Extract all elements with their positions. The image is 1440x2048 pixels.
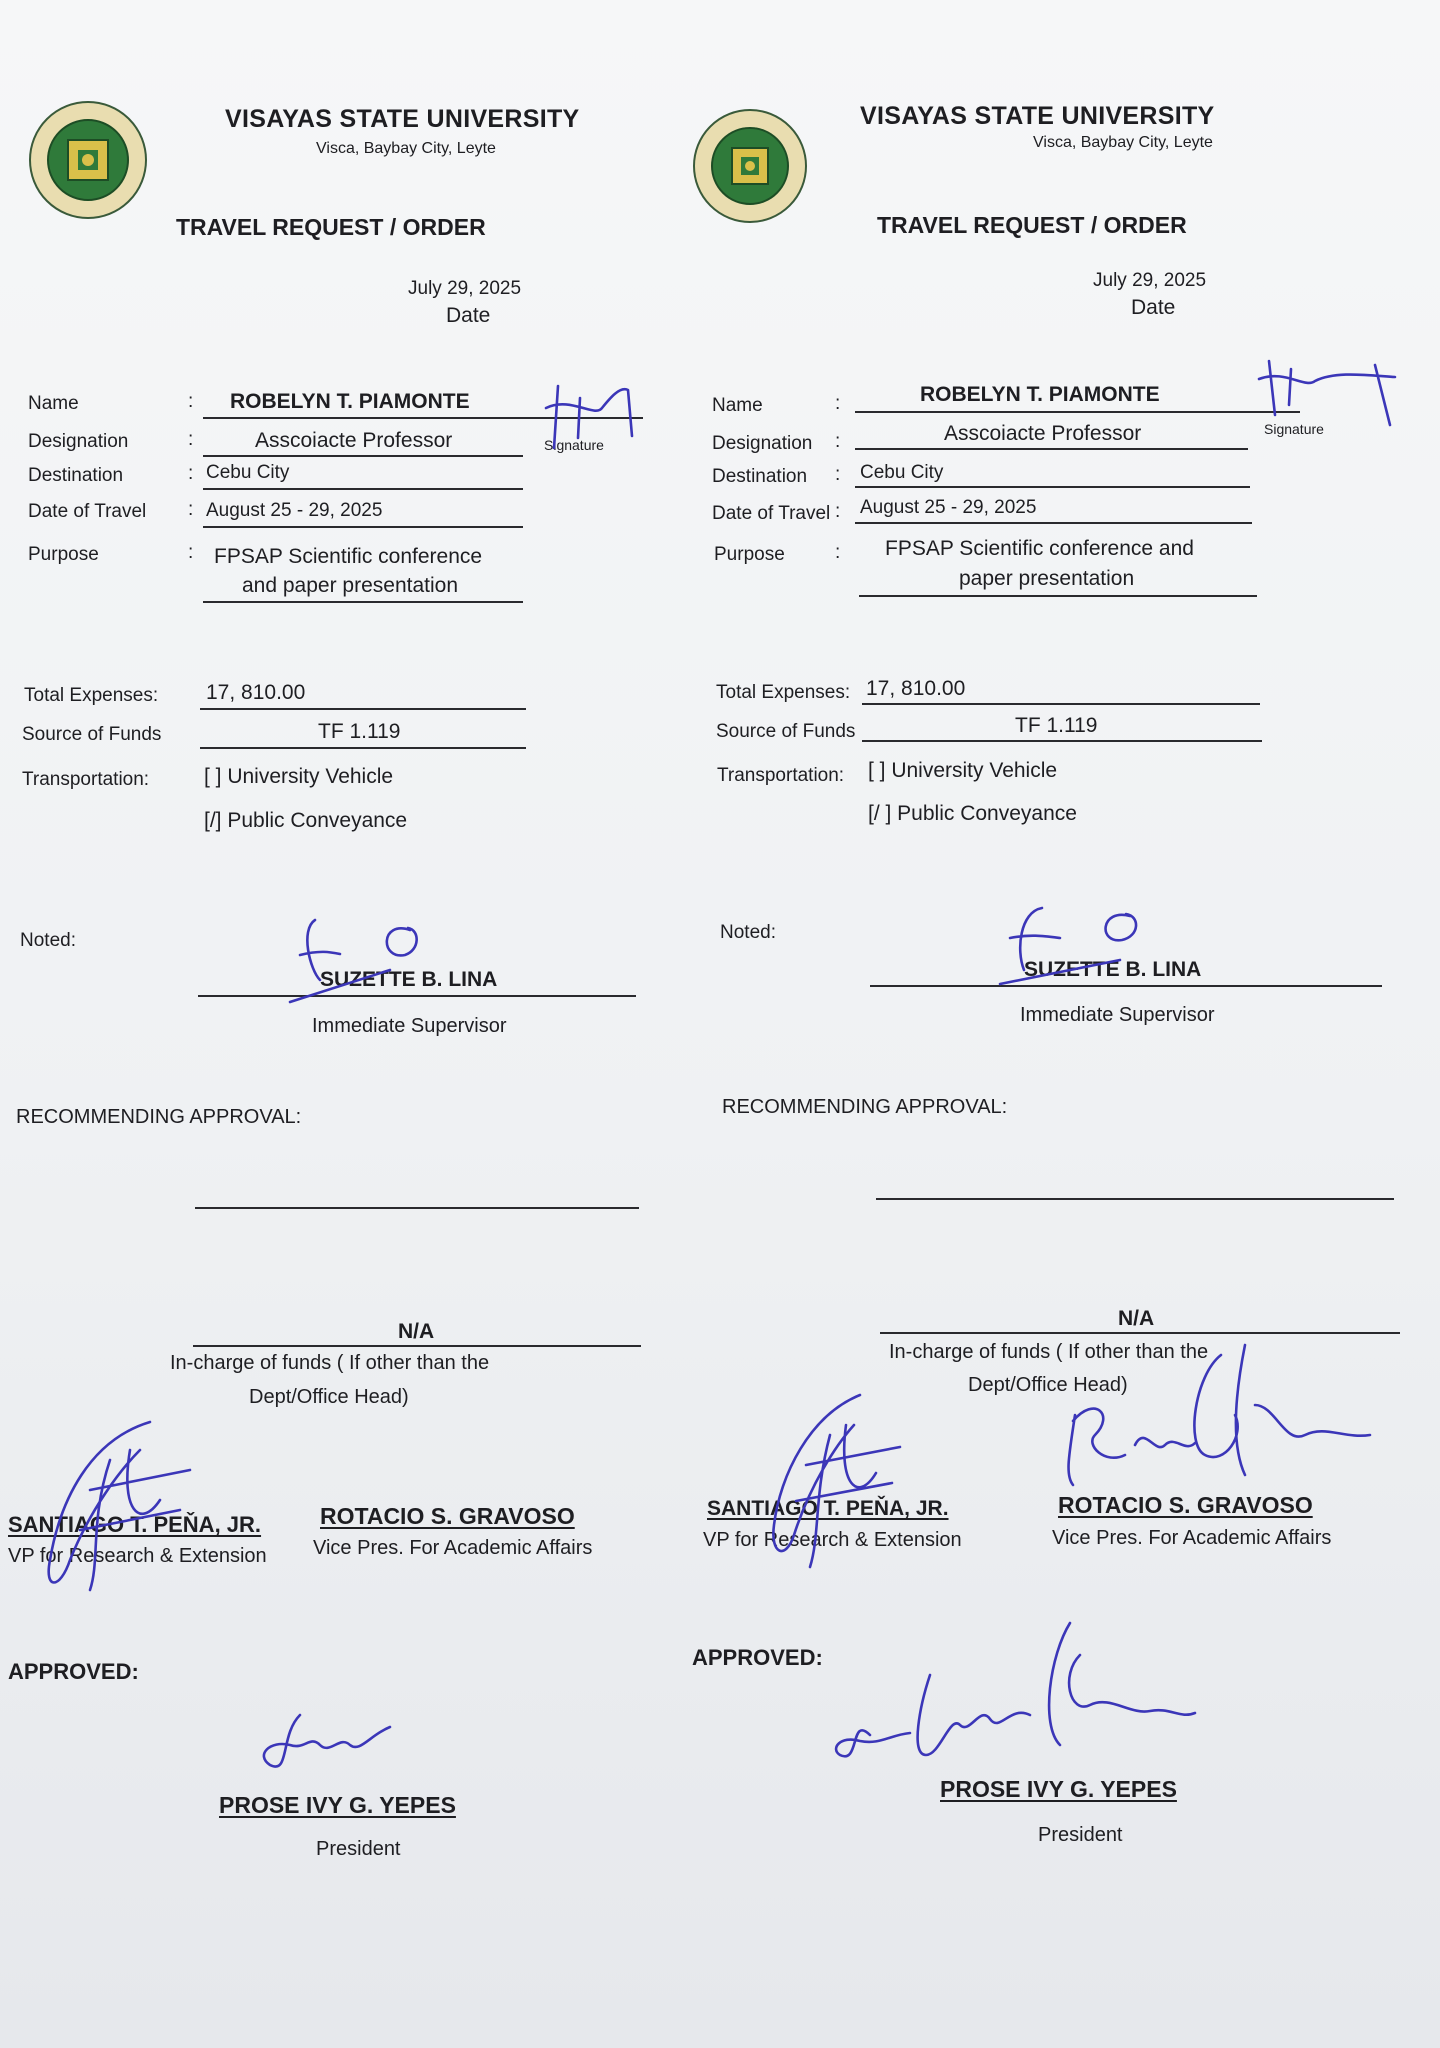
university-address: Visca, Baybay City, Leyte (1033, 134, 1213, 151)
underline (855, 522, 1252, 524)
underline (859, 595, 1257, 597)
recommending-approval-label: RECOMMENDING APPROVAL: (16, 1106, 302, 1128)
noted-label: Noted: (720, 922, 776, 943)
vp-research-name: SANTIAGO T. PEŇA, JR. (707, 1497, 949, 1520)
funds-incharge-value: N/A (1118, 1307, 1155, 1330)
vp-academic-name: ROTACIO S. GRAVOSO (320, 1503, 575, 1529)
president-signature (830, 1615, 1200, 1785)
underline (876, 1198, 1394, 1200)
transport-option-university-vehicle: [ ] University Vehicle (204, 765, 394, 788)
president-role: President (1038, 1824, 1123, 1846)
transport-option-public-conveyance: [/] Public Conveyance (204, 809, 408, 832)
name-value: ROBELYN T. PIAMONTE (230, 390, 470, 413)
vp-research-name: SANTIAGO T. PEŇA, JR. (8, 1512, 262, 1537)
funds-incharge-line-1: In-charge of funds ( If other than the (170, 1352, 490, 1374)
university-address: Visca, Baybay City, Leyte (316, 140, 496, 157)
colon: : (188, 429, 194, 450)
vp-research-signature (30, 1410, 210, 1600)
designation-value: Asscoiacte Professor (944, 422, 1142, 445)
colon: : (188, 542, 194, 563)
underline (855, 486, 1250, 488)
underline (862, 740, 1262, 742)
total-expenses-value: 17, 810.00 (206, 681, 306, 704)
total-expenses-label: Total Expenses: (24, 685, 159, 706)
source-of-funds-label: Source of Funds (716, 721, 856, 742)
university-seal-icon (690, 106, 810, 226)
request-date: July 29, 2025 (1093, 270, 1207, 291)
funds-incharge-line-2: Dept/Office Head) (249, 1386, 409, 1408)
destination-value: Cebu City (206, 462, 290, 483)
vp-research-role: VP for Research & Extension (703, 1529, 962, 1551)
designation-value: Asscoiacte Professor (255, 429, 453, 452)
recommending-approval-label: RECOMMENDING APPROVAL: (722, 1096, 1008, 1118)
form-title: TRAVEL REQUEST / ORDER (877, 212, 1187, 238)
president-name: PROSE IVY G. YEPES (219, 1792, 456, 1818)
underline (203, 417, 643, 419)
noted-label: Noted: (20, 930, 76, 951)
name-value: ROBELYN T. PIAMONTE (920, 383, 1160, 406)
name-label: Name (712, 395, 763, 416)
approved-label: APPROVED: (8, 1659, 139, 1684)
purpose-line-2: paper presentation (959, 567, 1135, 590)
date-of-travel-label: Date of Travel (712, 503, 831, 524)
date-caption: Date (446, 304, 491, 327)
president-name: PROSE IVY G. YEPES (940, 1776, 1177, 1802)
transportation-label: Transportation: (22, 769, 150, 790)
request-date: July 29, 2025 (408, 278, 522, 299)
underline (203, 488, 523, 490)
purpose-label: Purpose (714, 544, 785, 565)
destination-label: Destination (712, 466, 808, 487)
form-title: TRAVEL REQUEST / ORDER (176, 214, 486, 240)
colon: : (835, 393, 841, 414)
date-caption: Date (1131, 296, 1176, 319)
president-role: President (316, 1838, 401, 1860)
underline (203, 526, 523, 528)
date-of-travel-label: Date of Travel (28, 501, 147, 522)
source-of-funds-value: TF 1.119 (1015, 714, 1098, 737)
underline (195, 1207, 639, 1209)
underline (203, 455, 523, 457)
underline (870, 985, 1382, 987)
transport-option-public-conveyance: [/ ] Public Conveyance (868, 802, 1077, 825)
signature-caption: Signature (544, 437, 604, 453)
underline (855, 411, 1300, 413)
colon: : (188, 391, 194, 412)
purpose-line-2: and paper presentation (242, 574, 458, 597)
underline (198, 995, 636, 997)
transportation-label: Transportation: (717, 765, 845, 786)
date-of-travel-value: August 25 - 29, 2025 (206, 500, 383, 521)
source-of-funds-label: Source of Funds (22, 724, 162, 745)
underline (200, 708, 526, 710)
president-signature (250, 1705, 400, 1785)
supervisor-role: Immediate Supervisor (1020, 1004, 1215, 1026)
destination-label: Destination (28, 465, 124, 486)
total-expenses-value: 17, 810.00 (866, 677, 966, 700)
supervisor-role: Immediate Supervisor (312, 1015, 507, 1037)
source-of-funds-value: TF 1.119 (318, 720, 401, 743)
destination-value: Cebu City (860, 462, 944, 483)
transport-option-university-vehicle: [ ] University Vehicle (868, 759, 1058, 782)
underline (200, 747, 526, 749)
underline (880, 1332, 1400, 1334)
designation-label: Designation (712, 433, 813, 454)
university-seal-icon (28, 100, 148, 220)
vp-academic-role: Vice Pres. For Academic Affairs (1052, 1527, 1332, 1549)
designation-label: Designation (28, 431, 129, 452)
underline (862, 703, 1260, 705)
underline (203, 601, 523, 603)
colon: : (835, 542, 841, 563)
purpose-label: Purpose (28, 544, 99, 565)
colon: : (188, 463, 194, 484)
underline (855, 448, 1248, 450)
travel-request-form-2 (680, 0, 1400, 2048)
total-expenses-label: Total Expenses: (716, 682, 851, 703)
purpose-line-1: FPSAP Scientific conference and (885, 537, 1194, 560)
funds-incharge-line-2: Dept/Office Head) (968, 1374, 1128, 1396)
university-name: VISAYAS STATE UNIVERSITY (225, 105, 580, 133)
colon: : (835, 501, 841, 522)
signature-caption: Signature (1264, 421, 1324, 437)
purpose-line-1: FPSAP Scientific conference (214, 545, 483, 568)
vp-research-role: VP for Research & Extension (8, 1545, 267, 1567)
funds-incharge-line-1: In-charge of funds ( If other than the (889, 1341, 1209, 1363)
colon: : (188, 499, 194, 520)
colon: : (835, 464, 841, 485)
university-name: VISAYAS STATE UNIVERSITY (860, 102, 1215, 130)
vp-academic-role: Vice Pres. For Academic Affairs (313, 1537, 593, 1559)
supervisor-name: SUZETTE B. LINA (320, 968, 498, 991)
date-of-travel-value: August 25 - 29, 2025 (860, 497, 1037, 518)
approved-label: APPROVED: (692, 1645, 823, 1670)
underline (193, 1345, 641, 1347)
name-label: Name (28, 393, 79, 414)
funds-incharge-value: N/A (398, 1320, 435, 1343)
colon: : (835, 431, 841, 452)
vp-academic-name: ROTACIO S. GRAVOSO (1058, 1492, 1313, 1518)
supervisor-name: SUZETTE B. LINA (1024, 958, 1202, 981)
applicant-signature (540, 378, 650, 468)
